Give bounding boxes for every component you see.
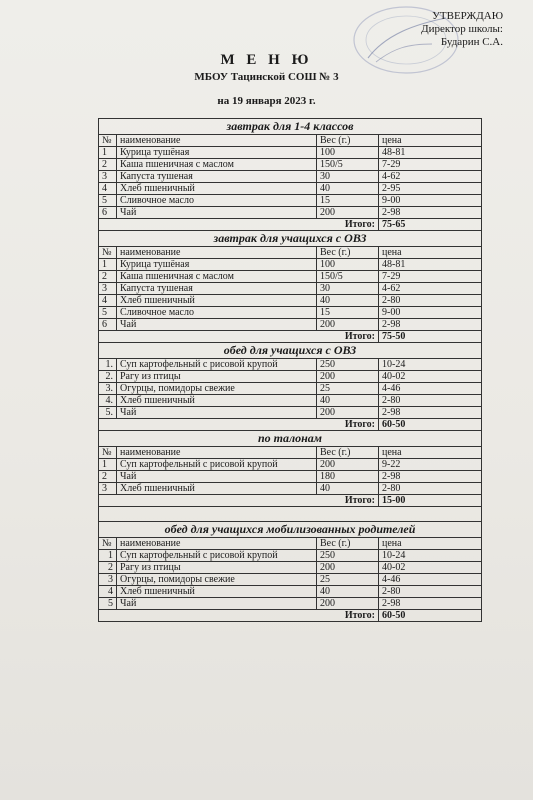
row-number: 3.: [99, 383, 117, 395]
menu-title: М Е Н Ю: [220, 52, 313, 68]
row-number: 2.: [99, 371, 117, 383]
menu-header: [0, 52, 533, 107]
section-header-row: [99, 231, 482, 247]
col-header-number: №: [99, 135, 117, 147]
table-row: [99, 207, 482, 219]
total-row: [99, 419, 482, 431]
total-value: 15-00: [379, 495, 482, 507]
row-weight: 200: [317, 459, 379, 471]
row-price: 9-00: [379, 307, 482, 319]
col-header-price: цена: [379, 247, 482, 259]
table-row: [99, 147, 482, 159]
section-title: обед для учащихся мобилизованных родителей: [99, 522, 482, 538]
table-row: [99, 574, 482, 586]
table-row: [99, 371, 482, 383]
row-price: 2-98: [379, 471, 482, 483]
total-value: 75-65: [379, 219, 482, 231]
row-weight: 150/5: [317, 159, 379, 171]
total-value: 60-50: [379, 610, 482, 622]
row-number: 4.: [99, 395, 117, 407]
column-header-row: [99, 247, 482, 259]
row-name: Каша пшеничная с маслом: [117, 271, 317, 283]
row-name: Огурцы, помидоры свежие: [117, 574, 317, 586]
row-price: 4-62: [379, 283, 482, 295]
row-price: 9-22: [379, 459, 482, 471]
table-row: [99, 159, 482, 171]
table-row: [99, 407, 482, 419]
total-row: [99, 331, 482, 343]
total-label: Итого:: [99, 419, 379, 431]
approval-position: Директор школы:: [421, 23, 503, 35]
col-header-price: цена: [379, 538, 482, 550]
total-row: [99, 610, 482, 622]
row-weight: 25: [317, 574, 379, 586]
col-header-name: наименование: [117, 447, 317, 459]
section-header-row: [99, 343, 482, 359]
row-price: 2-98: [379, 407, 482, 419]
row-price: 10-24: [379, 359, 482, 371]
row-name: Чай: [117, 207, 317, 219]
row-number: 1: [99, 550, 117, 562]
row-weight: 100: [317, 147, 379, 159]
row-number: 5.: [99, 407, 117, 419]
row-name: Чай: [117, 598, 317, 610]
row-weight: 150/5: [317, 271, 379, 283]
table-row: [99, 383, 482, 395]
row-weight: 200: [317, 207, 379, 219]
row-number: 4: [99, 295, 117, 307]
row-price: 2-80: [379, 483, 482, 495]
row-weight: 100: [317, 259, 379, 271]
row-number: 1.: [99, 359, 117, 371]
table-row: [99, 319, 482, 331]
section-header-row: [99, 119, 482, 135]
column-header-row: [99, 538, 482, 550]
row-price: 48-81: [379, 147, 482, 159]
row-weight: 40: [317, 586, 379, 598]
row-name: Сливочное масло: [117, 195, 317, 207]
menu-table: [98, 118, 482, 622]
row-number: 4: [99, 183, 117, 195]
row-name: Суп картофельный с рисовой крупой: [117, 550, 317, 562]
row-price: 2-95: [379, 183, 482, 195]
row-number: 2: [99, 271, 117, 283]
row-name: Огурцы, помидоры свежие: [117, 383, 317, 395]
table-row: [99, 586, 482, 598]
row-weight: 15: [317, 195, 379, 207]
row-number: 3: [99, 574, 117, 586]
row-number: 4: [99, 586, 117, 598]
table-row: [99, 283, 482, 295]
column-header-row: [99, 135, 482, 147]
section-header-row: [99, 522, 482, 538]
row-name: Рагу из птицы: [117, 371, 317, 383]
row-price: 7-29: [379, 271, 482, 283]
row-number: 6: [99, 207, 117, 219]
row-weight: 200: [317, 562, 379, 574]
table-row: [99, 359, 482, 371]
row-name: Суп картофельный с рисовой крупой: [117, 359, 317, 371]
table-row: [99, 459, 482, 471]
row-name: Курица тушёная: [117, 147, 317, 159]
row-name: Сливочное масло: [117, 307, 317, 319]
row-name: Чай: [117, 407, 317, 419]
row-weight: 250: [317, 359, 379, 371]
table-row: [99, 483, 482, 495]
row-number: 5: [99, 307, 117, 319]
row-weight: 25: [317, 383, 379, 395]
row-name: Хлеб пшеничный: [117, 183, 317, 195]
row-name: Хлеб пшеничный: [117, 395, 317, 407]
row-name: Чай: [117, 471, 317, 483]
total-row: [99, 219, 482, 231]
table-row: [99, 598, 482, 610]
row-price: 4-62: [379, 171, 482, 183]
row-price: 10-24: [379, 550, 482, 562]
row-name: Капуста тушеная: [117, 283, 317, 295]
approval-block: [383, 10, 503, 49]
row-weight: 40: [317, 395, 379, 407]
section-spacer: [99, 507, 482, 522]
col-header-price: цена: [379, 135, 482, 147]
total-value: 75-50: [379, 331, 482, 343]
total-label: Итого:: [99, 219, 379, 231]
row-price: 4-46: [379, 574, 482, 586]
section-title: завтрак для учащихся с ОВЗ: [99, 231, 482, 247]
row-price: 9-00: [379, 195, 482, 207]
row-weight: 30: [317, 283, 379, 295]
row-number: 2: [99, 159, 117, 171]
table-row: [99, 195, 482, 207]
table-row: [99, 259, 482, 271]
row-name: Курица тушёная: [117, 259, 317, 271]
total-row: [99, 495, 482, 507]
row-weight: 200: [317, 598, 379, 610]
col-header-weight: Вес (г.): [317, 538, 379, 550]
total-label: Итого:: [99, 495, 379, 507]
table-row: [99, 562, 482, 574]
section-title: завтрак для 1-4 классов: [99, 119, 482, 135]
row-price: 2-98: [379, 598, 482, 610]
row-price: 2-98: [379, 319, 482, 331]
row-price: 4-46: [379, 383, 482, 395]
table-row: [99, 395, 482, 407]
menu-table-container: [98, 118, 482, 622]
row-name: Чай: [117, 319, 317, 331]
col-header-number: №: [99, 247, 117, 259]
approval-name: Бударин С.А.: [440, 36, 503, 48]
row-weight: 200: [317, 407, 379, 419]
table-row: [99, 307, 482, 319]
row-number: 3: [99, 483, 117, 495]
col-header-name: наименование: [117, 538, 317, 550]
col-header-number: №: [99, 447, 117, 459]
row-price: 2-80: [379, 395, 482, 407]
row-name: Хлеб пшеничный: [117, 483, 317, 495]
row-number: 3: [99, 171, 117, 183]
row-weight: 200: [317, 319, 379, 331]
col-header-weight: Вес (г.): [317, 135, 379, 147]
row-price: 48-81: [379, 259, 482, 271]
row-weight: 40: [317, 483, 379, 495]
row-number: 5: [99, 195, 117, 207]
row-number: 5: [99, 598, 117, 610]
col-header-name: наименование: [117, 247, 317, 259]
row-name: Хлеб пшеничный: [117, 586, 317, 598]
col-header-number: №: [99, 538, 117, 550]
row-weight: 200: [317, 371, 379, 383]
school-name: МБОУ Тацинской СОШ № 3: [194, 71, 339, 83]
row-weight: 15: [317, 307, 379, 319]
col-header-weight: Вес (г.): [317, 247, 379, 259]
row-number: 1: [99, 459, 117, 471]
column-header-row: [99, 447, 482, 459]
total-value: 60-50: [379, 419, 482, 431]
row-name: Каша пшеничная с маслом: [117, 159, 317, 171]
row-name: Суп картофельный с рисовой крупой: [117, 459, 317, 471]
section-title: обед для учащихся с ОВЗ: [99, 343, 482, 359]
row-weight: 180: [317, 471, 379, 483]
col-header-weight: Вес (г.): [317, 447, 379, 459]
row-number: 6: [99, 319, 117, 331]
col-header-name: наименование: [117, 135, 317, 147]
row-weight: 250: [317, 550, 379, 562]
section-title: по талонам: [99, 431, 482, 447]
table-row: [99, 471, 482, 483]
spacer-cell: [99, 507, 482, 522]
table-row: [99, 171, 482, 183]
row-weight: 30: [317, 171, 379, 183]
row-price: 40-02: [379, 371, 482, 383]
table-row: [99, 183, 482, 195]
table-row: [99, 550, 482, 562]
row-price: 40-02: [379, 562, 482, 574]
row-weight: 40: [317, 183, 379, 195]
row-number: 1: [99, 259, 117, 271]
table-row: [99, 295, 482, 307]
row-name: Хлеб пшеничный: [117, 295, 317, 307]
section-header-row: [99, 431, 482, 447]
col-header-price: цена: [379, 447, 482, 459]
row-price: 2-80: [379, 295, 482, 307]
total-label: Итого:: [99, 610, 379, 622]
row-price: 2-80: [379, 586, 482, 598]
row-number: 3: [99, 283, 117, 295]
row-name: Капуста тушеная: [117, 171, 317, 183]
row-number: 1: [99, 147, 117, 159]
approval-title: УТВЕРЖДАЮ: [432, 10, 503, 22]
menu-date: на 19 января 2023 г.: [217, 95, 316, 107]
row-weight: 40: [317, 295, 379, 307]
row-number: 2: [99, 562, 117, 574]
table-row: [99, 271, 482, 283]
row-price: 2-98: [379, 207, 482, 219]
row-price: 7-29: [379, 159, 482, 171]
total-label: Итого:: [99, 331, 379, 343]
row-number: 2: [99, 471, 117, 483]
row-name: Рагу из птицы: [117, 562, 317, 574]
